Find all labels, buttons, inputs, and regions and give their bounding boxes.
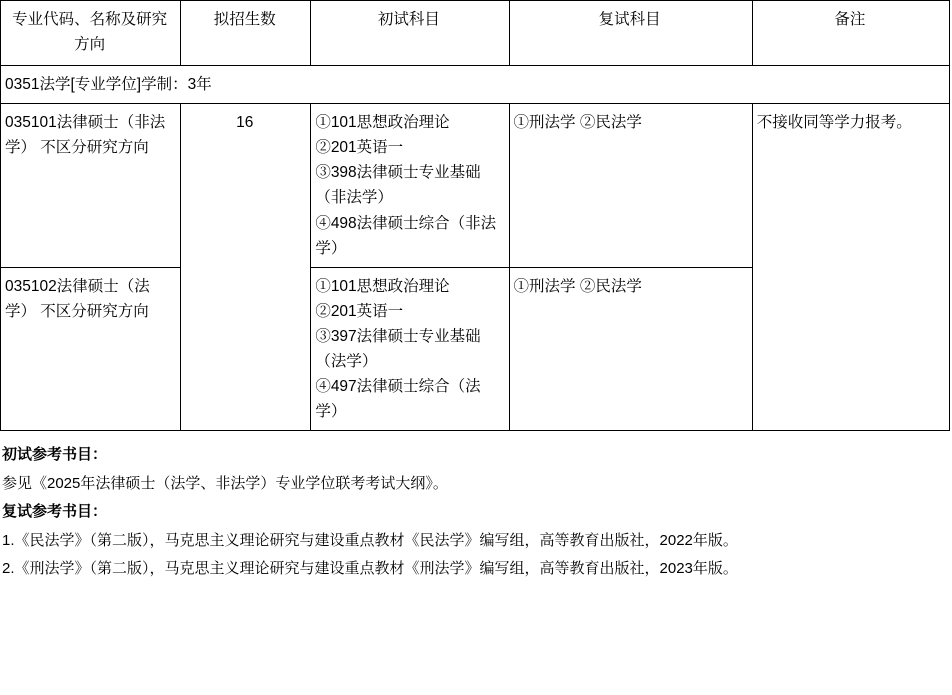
reference-notes (0, 441, 952, 584)
first-exam-2-line-1: ①101思想政治理论 (315, 277, 450, 295)
second-reference-item-1: 1.《民法学》（第二版），马克思主义理论研究与建设重点教材《民法学》编写组，高等教育出版社，2022年版。 (2, 531, 738, 549)
header-plan: 拟招生数 (181, 1, 311, 66)
header-first-exam: 初试科目 (311, 1, 509, 66)
second-reference-heading: 复试参考书目： (2, 503, 108, 521)
first-reference-heading: 初试参考书目： (2, 446, 108, 464)
header-note: 备注 (752, 1, 949, 66)
first-exam-1-line-3: ③398法律硕士专业基础（非法学） (315, 164, 481, 207)
second-exam-2: ①刑法学 ②民法学 (509, 267, 752, 431)
first-reference-body: 参见《2025年法律硕士（法学、非法学）专业学位联考考试大纲》。 (2, 474, 448, 492)
first-exam-1-line-4: ④498法律硕士综合（非法学） (315, 214, 497, 257)
second-reference-item-2: 2.《刑法学》（第二版），马克思主义理论研究与建设重点教材《刑法学》编写组，高等教育出版社，2023年版。 (2, 560, 738, 578)
header-major: 专业代码、名称及研究方向 (1, 1, 181, 66)
program-title: 0351法学[专业学位]学制：3年 (1, 66, 950, 104)
program-row (1, 66, 950, 104)
major-name-2: 035102法律硕士（法学） 不区分研究方向 (1, 267, 181, 431)
table-header-row (1, 1, 950, 66)
second-exam-1: ①刑法学 ②民法学 (509, 104, 752, 268)
first-exam-1-line-2: ②201英语一 (315, 139, 404, 157)
plan-number: 16 (181, 104, 311, 431)
first-exam-2-line-4: ④497法律硕士综合（法学） (315, 378, 481, 421)
first-exam-2 (311, 267, 509, 431)
major-name-1: 035101法律硕士（非法学） 不区分研究方向 (1, 104, 181, 268)
remark-cell: 不接收同等学力报考。 (752, 104, 949, 431)
first-exam-2-line-2: ②201英语一 (315, 302, 404, 320)
header-second-exam: 复试科目 (509, 1, 752, 66)
first-exam-1-line-1: ①101思想政治理论 (315, 114, 450, 132)
first-exam-2-line-3: ③397法律硕士专业基础（法学） (315, 327, 481, 371)
first-exam-1 (311, 104, 509, 268)
table-row (1, 104, 950, 268)
